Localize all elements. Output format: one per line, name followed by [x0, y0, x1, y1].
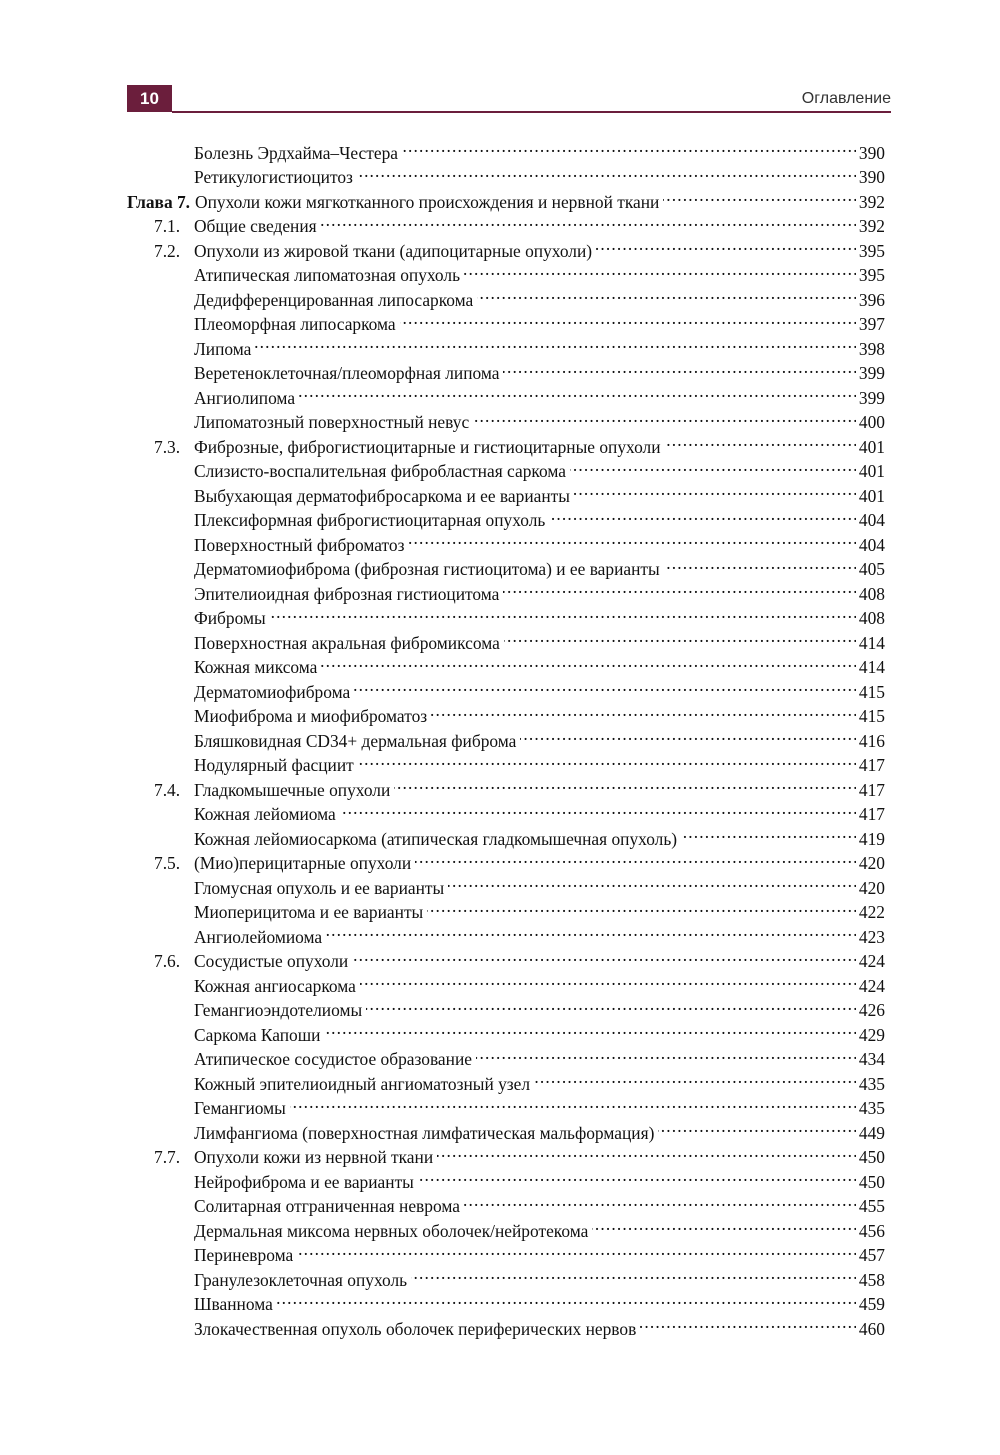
- toc-entry-title: Кожная ангиосаркома: [194, 975, 356, 996]
- dot-leader: [504, 624, 856, 649]
- toc-entry-number: 7.4.: [154, 779, 181, 800]
- toc-entry-number: 7.5.: [154, 853, 181, 873]
- dot-leader: [352, 943, 856, 968]
- toc-page-number: 450: [858, 1171, 885, 1192]
- toc-page-number: 435: [858, 1098, 885, 1118]
- dot-leader: [503, 355, 855, 380]
- toc-entry-title: Саркома Капоши: [194, 1024, 321, 1045]
- toc-page-number: 399: [858, 363, 885, 383]
- toc-page-number: 397: [858, 314, 885, 334]
- dot-leader: [427, 894, 856, 919]
- dot-leader: [570, 453, 856, 478]
- toc-entry-title: Сосудистые опухоли: [194, 951, 349, 971]
- dot-leader: [411, 1261, 856, 1286]
- dot-leader: [290, 1090, 856, 1115]
- dot-leader: [340, 796, 856, 821]
- dot-leader: [321, 649, 856, 674]
- dot-leader: [321, 208, 856, 233]
- running-title: Оглавление: [801, 90, 891, 107]
- toc-entry-title: Выбухающая дерматофибросаркома и ее варианты: [194, 485, 570, 506]
- table-of-contents: [127, 134, 885, 1339]
- toc-page-number: 390: [858, 167, 885, 187]
- toc-entry-title: Шваннома: [194, 1294, 273, 1314]
- dot-leader: [640, 1310, 856, 1335]
- dot-leader: [437, 1139, 856, 1164]
- toc-entry-title: Плеоморфная липосаркома: [194, 314, 396, 334]
- toc-page-number: 400: [858, 412, 885, 432]
- toc-page-number: 419: [858, 828, 885, 849]
- dot-leader: [408, 526, 855, 551]
- toc-entry-title: Миофиброма и миофиброматоз: [194, 706, 428, 726]
- toc-page-number: 424: [858, 951, 885, 971]
- toc-page-number: 405: [858, 559, 885, 579]
- toc-entry-title: Опухоли из жировой ткани (адипоцитарные опухоли): [194, 240, 593, 261]
- toc-page-number: 415: [858, 706, 885, 726]
- toc-page-number: 434: [858, 1049, 885, 1069]
- dot-leader: [431, 698, 856, 723]
- dot-leader: [477, 281, 856, 306]
- toc-page-number: 420: [858, 877, 885, 898]
- toc-entry-title: Атипическое сосудистое образование: [194, 1049, 472, 1069]
- toc-page-number: 423: [858, 926, 885, 947]
- page-number: 10: [127, 85, 172, 112]
- dot-leader: [681, 820, 856, 845]
- toc-page-number: 458: [858, 1269, 885, 1290]
- toc-entry-title: Гемангиомы: [194, 1098, 286, 1118]
- toc-entry-title: Гемангиоэндотелиомы: [194, 1000, 363, 1020]
- toc-entry-title: Липома: [194, 338, 252, 359]
- toc-page-number: 390: [858, 142, 885, 163]
- toc-page-number: 395: [858, 240, 885, 261]
- toc-entry-title: Миоперицитома и ее варианты: [194, 902, 424, 922]
- dot-leader: [448, 869, 856, 894]
- toc-page-number: 404: [858, 534, 885, 555]
- dot-leader: [360, 967, 856, 992]
- toc-page-number: 417: [858, 804, 885, 824]
- dot-leader: [297, 1237, 856, 1262]
- dot-leader: [366, 992, 856, 1017]
- toc-entry-title: Ангиолейомиома: [194, 926, 323, 947]
- toc-entry-title: Гладкомышечные опухоли: [194, 779, 391, 800]
- toc-entry-title: Нейрофиброма и ее варианты: [194, 1171, 414, 1192]
- toc-entry-title: Гранулезоклеточная опухоль: [194, 1269, 408, 1290]
- toc-entry-title: Поверхностный фиброматоз: [194, 534, 405, 555]
- toc-entry-title: Нодулярный фасциит: [194, 755, 354, 775]
- dot-leader: [358, 747, 856, 772]
- toc-entry-title: Периневрома: [194, 1245, 294, 1265]
- toc-page-number: 401: [858, 485, 885, 506]
- dot-leader: [473, 404, 856, 429]
- toc-entry-number: 7.2.: [154, 240, 181, 261]
- toc-entry-title: Фибромы: [194, 608, 266, 628]
- toc-page-number: 435: [858, 1073, 885, 1094]
- toc-page-number: 392: [858, 216, 885, 236]
- dot-leader: [503, 575, 856, 600]
- toc-entry-title: Ангиолипома: [194, 387, 296, 408]
- toc-page-number: 420: [858, 853, 885, 873]
- toc-entry-title: Солитарная отграниченная неврома: [194, 1196, 460, 1216]
- toc-entry-title: Злокачественная опухоль оболочек периферических нервов: [194, 1318, 637, 1339]
- dot-leader: [299, 379, 856, 404]
- toc-entry-title: Опухоли кожи мягкотканного происхождения и нервной ткани: [195, 191, 660, 212]
- toc-page-number: 459: [858, 1294, 885, 1314]
- dot-leader: [357, 159, 856, 184]
- dot-leader: [574, 477, 856, 502]
- dot-leader: [663, 183, 856, 208]
- toc-page-number: 398: [858, 338, 885, 359]
- dot-leader: [354, 673, 856, 698]
- toc-page-number: 460: [858, 1318, 885, 1339]
- toc-entry-number: 7.6.: [154, 951, 181, 971]
- dot-leader: [394, 771, 856, 796]
- toc-subsection[interactable]: [127, 134, 885, 163]
- dot-leader: [476, 1041, 856, 1066]
- toc-page-number: 401: [858, 436, 885, 457]
- dot-leader: [464, 1188, 856, 1213]
- toc-entry-title: (Мио)перицитарные опухоли: [194, 853, 412, 873]
- toc-entry-title: Опухоли кожи из нервной ткани: [194, 1147, 434, 1167]
- dot-leader: [592, 1212, 856, 1237]
- toc-entry-title: Кожная лейомиосаркома (атипическая гладкомышечная опухоль): [194, 828, 678, 849]
- toc-entry-title: Атипическая липоматозная опухоль: [194, 265, 461, 285]
- toc-page-number: 417: [858, 779, 885, 800]
- toc-entry-title: Поверхностная акральная фибромиксома: [194, 632, 500, 653]
- toc-entry-title: Кожная миксома: [194, 657, 318, 677]
- dot-leader: [596, 232, 856, 257]
- toc-entry-number: 7.7.: [154, 1147, 181, 1167]
- toc-entry-title: Гломусная опухоль и ее варианты: [194, 877, 445, 898]
- dot-leader: [324, 1016, 855, 1041]
- toc-entry-title: Дедифференцированная липосаркома: [194, 289, 474, 310]
- toc-page-number: 414: [858, 657, 885, 677]
- toc-page-number: 457: [858, 1245, 885, 1265]
- toc-page-number: 422: [858, 902, 885, 922]
- toc-entry-title: Кожная лейомиома: [194, 804, 336, 824]
- toc-page-number: 392: [858, 191, 885, 212]
- toc-page-number: 426: [858, 1000, 885, 1020]
- dot-leader: [464, 257, 856, 282]
- toc-entry-title: Эпителиоидная фиброзная гистиоцитома: [194, 583, 500, 604]
- dot-leader: [400, 306, 856, 331]
- dot-leader: [534, 1065, 856, 1090]
- toc-entry-title: Общие сведения: [194, 216, 317, 236]
- dot-leader: [665, 428, 856, 453]
- dot-leader: [418, 1163, 856, 1188]
- toc-entry-number: Глава 7.: [127, 191, 191, 212]
- dot-leader: [664, 551, 856, 576]
- toc-page-number: 408: [858, 583, 885, 604]
- toc-page-number: 455: [858, 1196, 885, 1216]
- dot-leader: [270, 600, 856, 625]
- toc-page-number: 450: [858, 1147, 885, 1167]
- toc-entry-title: Липоматозный поверхностный невус: [194, 412, 470, 432]
- toc-entry-title: Бляшковидная CD34+ дермальная фиброма: [194, 730, 517, 751]
- toc-entry-title: Дерматомиофиброма (фиброзная гистиоцитома) и ее варианты: [194, 559, 660, 579]
- toc-entry-title: Плексиформная фиброгистиоцитарная опухоль: [194, 510, 546, 530]
- toc-page-number: 404: [858, 510, 885, 530]
- dot-leader: [402, 134, 856, 159]
- toc-entry-number: 7.1.: [154, 216, 181, 236]
- toc-page-number: 415: [858, 681, 885, 702]
- dot-leader: [326, 918, 856, 943]
- dot-leader: [549, 502, 856, 527]
- toc-entry-title: Лимфангиома (поверхностная лимфатическая мальформация): [194, 1122, 655, 1143]
- toc-entry-title: Кожный эпителиоидный ангиоматозный узел: [194, 1073, 531, 1094]
- toc-entry-title: Ретикулогистиоцитоз: [194, 167, 353, 187]
- toc-entry-title: Дерматомиофиброма: [194, 681, 351, 702]
- toc-page-number: 395: [858, 265, 885, 285]
- toc-page-number: 408: [858, 608, 885, 628]
- toc-page-number: 396: [858, 289, 885, 310]
- toc-page-number: 399: [858, 387, 885, 408]
- toc-entry-title: Фиброзные, фиброгистиоцитарные и гистиоцитарные опухоли: [194, 436, 661, 457]
- toc-page-number: 417: [858, 755, 885, 775]
- dot-leader: [255, 330, 856, 355]
- toc-entry-title: Слизисто-воспалительная фибробластная саркома: [194, 461, 566, 481]
- dot-leader: [277, 1286, 856, 1311]
- toc-page-number: 429: [858, 1024, 885, 1045]
- toc-page-number: 414: [858, 632, 885, 653]
- dot-leader: [520, 722, 856, 747]
- page-header: [127, 85, 891, 112]
- toc-entry-title: Веретеноклеточная/плеоморфная липома: [194, 363, 500, 383]
- header-rule: [172, 111, 891, 113]
- toc-entry-title: Болезнь Эрдхайма–Честера: [194, 142, 399, 163]
- toc-page-number: 416: [858, 730, 885, 751]
- toc-page-number: 424: [858, 975, 885, 996]
- toc-page-number: 456: [858, 1220, 885, 1241]
- toc-page-number: 401: [858, 461, 885, 481]
- dot-leader: [415, 845, 856, 870]
- toc-entry-number: 7.3.: [154, 436, 181, 457]
- toc-page-number: 449: [858, 1122, 885, 1143]
- toc-entry-title: Дермальная миксома нервных оболочек/нейротекома: [194, 1220, 589, 1241]
- dot-leader: [658, 1114, 856, 1139]
